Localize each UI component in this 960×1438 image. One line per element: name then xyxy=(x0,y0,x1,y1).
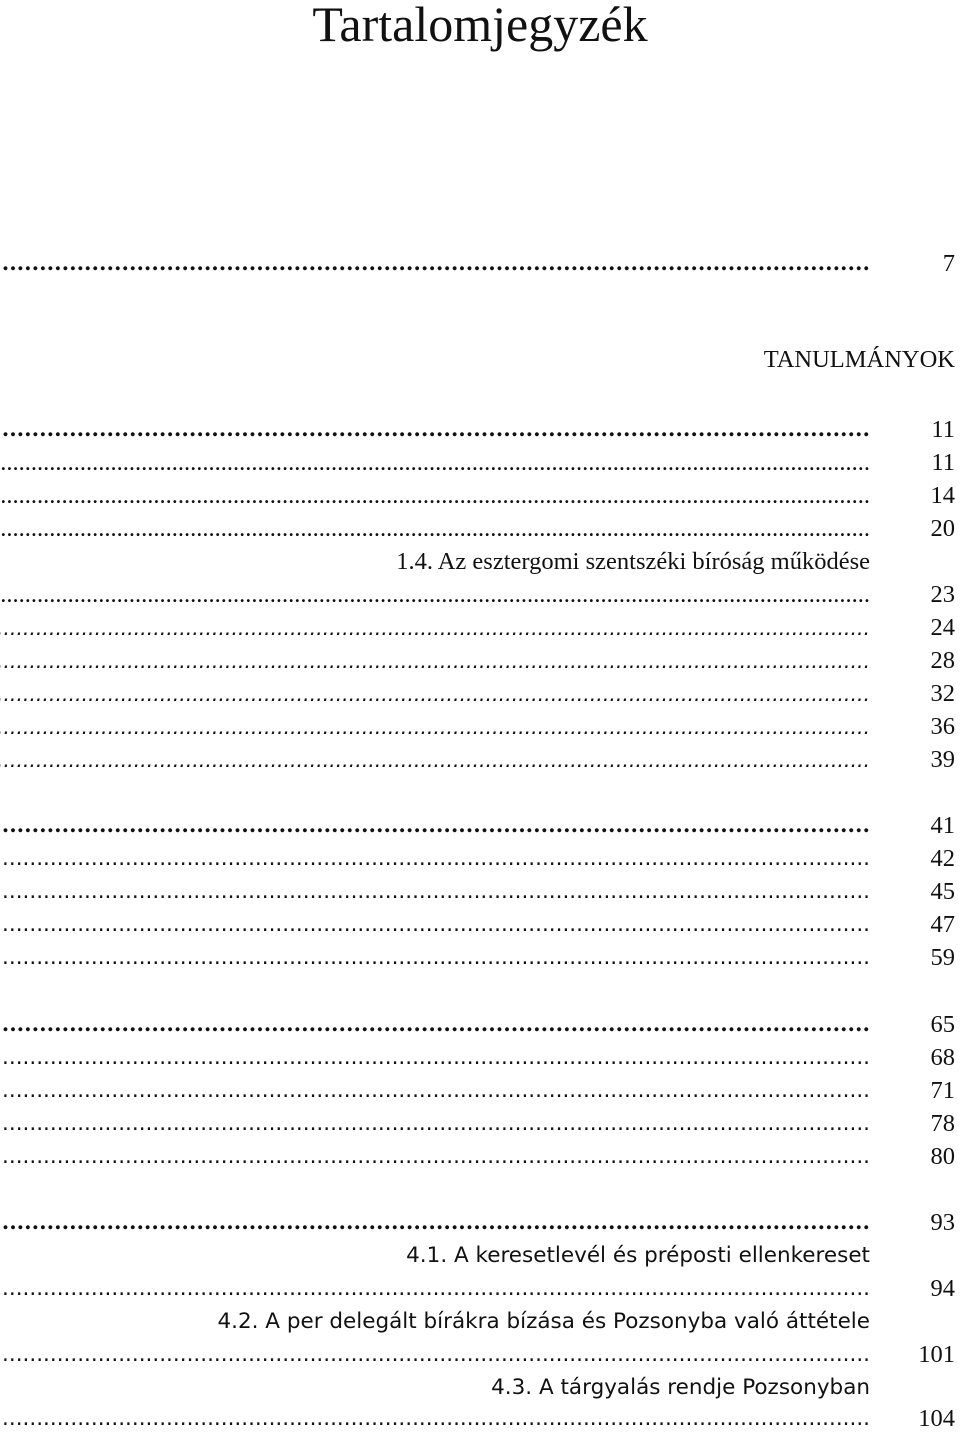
toc-entry-chapter-2[interactable] xyxy=(30,809,955,843)
toc-entry-page: 11 xyxy=(931,449,955,476)
toc-entry-page: 28 xyxy=(930,647,955,674)
toc-entry-label xyxy=(0,1272,870,1306)
toc-entry-page: 45 xyxy=(930,878,955,905)
toc-entry-label xyxy=(0,875,870,909)
toc-entry-2-1[interactable] xyxy=(30,842,955,876)
toc-entry-label xyxy=(0,743,870,777)
toc-entry-1-4-5[interactable] xyxy=(79,743,955,777)
toc-entry-page: 24 xyxy=(930,614,955,641)
toc-entry-1-4[interactable] xyxy=(30,545,955,579)
toc-entry-label xyxy=(0,578,870,612)
toc-entry-2-2[interactable] xyxy=(30,875,955,909)
toc-entry-4-3-cont[interactable] xyxy=(79,1402,955,1436)
toc-entry-label xyxy=(0,842,870,876)
toc-entry-preface[interactable] xyxy=(30,247,955,281)
toc-entry-label xyxy=(0,677,870,711)
toc-entry-page: 14 xyxy=(930,482,955,509)
toc-entry-label: 4.2. A per delegált bírákra bízása és Pozsonyba való áttétele xyxy=(217,1309,870,1334)
toc-entry-2-3[interactable] xyxy=(30,908,955,942)
toc-entry-chapter-1[interactable] xyxy=(30,413,955,447)
toc-entry-label xyxy=(0,908,870,942)
toc-entry-3-3[interactable] xyxy=(30,1107,955,1141)
toc-entry-page: 94 xyxy=(930,1275,955,1302)
toc-entry-label xyxy=(0,710,870,744)
toc-entry-label xyxy=(0,809,870,843)
toc-entry-label xyxy=(0,1402,870,1436)
page-title: Tartalomjegyzék xyxy=(312,0,648,52)
toc-entry-label xyxy=(0,1338,870,1372)
toc-entry-4-2[interactable] xyxy=(30,1305,955,1339)
toc-entry-label xyxy=(0,247,870,281)
toc-entry-page: 41 xyxy=(930,812,955,839)
toc-entry-1-1[interactable] xyxy=(30,446,955,480)
toc-entry-1-4-4[interactable] xyxy=(79,710,955,744)
toc-entry-page: 7 xyxy=(942,250,955,277)
toc-entry-label xyxy=(0,941,870,975)
toc-entry-page: 101 xyxy=(918,1341,955,1368)
toc-entry-1-2[interactable] xyxy=(30,479,955,513)
toc-entry-4-3[interactable] xyxy=(30,1371,955,1405)
toc-entry-page: 32 xyxy=(930,680,955,707)
toc-entry-1-4-cont[interactable] xyxy=(79,578,955,612)
toc-entry-label: 1.4. Az esztergomi szentszéki bíróság működése xyxy=(396,548,870,575)
toc-entry-label: 4.3. A tárgyalás rendje Pozsonyban xyxy=(491,1375,870,1400)
toc-entry-page: 23 xyxy=(930,581,955,608)
toc-entry-page: 80 xyxy=(930,1143,955,1170)
toc-entry-label xyxy=(0,1041,870,1075)
toc-entry-3-1[interactable] xyxy=(30,1041,955,1075)
toc-entry-1-4-2[interactable] xyxy=(79,644,955,678)
toc-entry-label xyxy=(0,1107,870,1141)
toc-entry-label xyxy=(0,413,870,447)
section-heading xyxy=(30,343,955,377)
toc-entry-page: 59 xyxy=(930,944,955,971)
toc-entry-page: 104 xyxy=(918,1405,955,1432)
toc-entry-page: 68 xyxy=(930,1044,955,1071)
toc-entry-label xyxy=(0,479,870,513)
toc-entry-label xyxy=(0,1074,870,1108)
toc-entry-1-4-3[interactable] xyxy=(79,677,955,711)
toc-entry-label xyxy=(0,611,870,645)
toc-entry-page: 71 xyxy=(930,1077,955,1104)
toc-entry-2-4[interactable] xyxy=(30,941,955,975)
toc-entry-1-3[interactable] xyxy=(30,512,955,546)
toc-entry-page: 39 xyxy=(930,746,955,773)
toc-entry-page: 11 xyxy=(931,416,955,443)
toc-entry-page: 93 xyxy=(930,1209,955,1236)
toc-entry-4-1[interactable] xyxy=(30,1239,955,1273)
toc-entry-page: 65 xyxy=(930,1011,955,1038)
toc-entry-4-2-cont[interactable] xyxy=(79,1338,955,1372)
toc-entry-page: 42 xyxy=(930,845,955,872)
toc-entry-label: 4.1. A keresetlevél és préposti ellenkereset xyxy=(406,1243,870,1268)
toc-entry-page: 20 xyxy=(930,515,955,542)
toc-entry-label xyxy=(0,446,870,480)
toc-entry-label xyxy=(0,1008,870,1042)
toc-entry-label xyxy=(0,512,870,546)
toc-entry-page: 36 xyxy=(930,713,955,740)
toc-entry-page: 78 xyxy=(930,1110,955,1137)
toc-entry-label xyxy=(0,1206,870,1240)
section-heading-text: TANULMÁNYOK xyxy=(763,346,955,373)
toc-entry-chapter-3[interactable] xyxy=(30,1008,955,1042)
toc-entry-3-2[interactable] xyxy=(30,1074,955,1108)
toc-entry-label xyxy=(0,1140,870,1174)
toc-entry-3-4[interactable] xyxy=(30,1140,955,1174)
toc-entry-label xyxy=(0,644,870,678)
toc-entry-4-1-cont[interactable] xyxy=(79,1272,955,1306)
toc-entry-chapter-4[interactable] xyxy=(30,1206,955,1240)
toc-entry-page: 47 xyxy=(930,911,955,938)
toc-entry-1-4-1[interactable] xyxy=(79,611,955,645)
